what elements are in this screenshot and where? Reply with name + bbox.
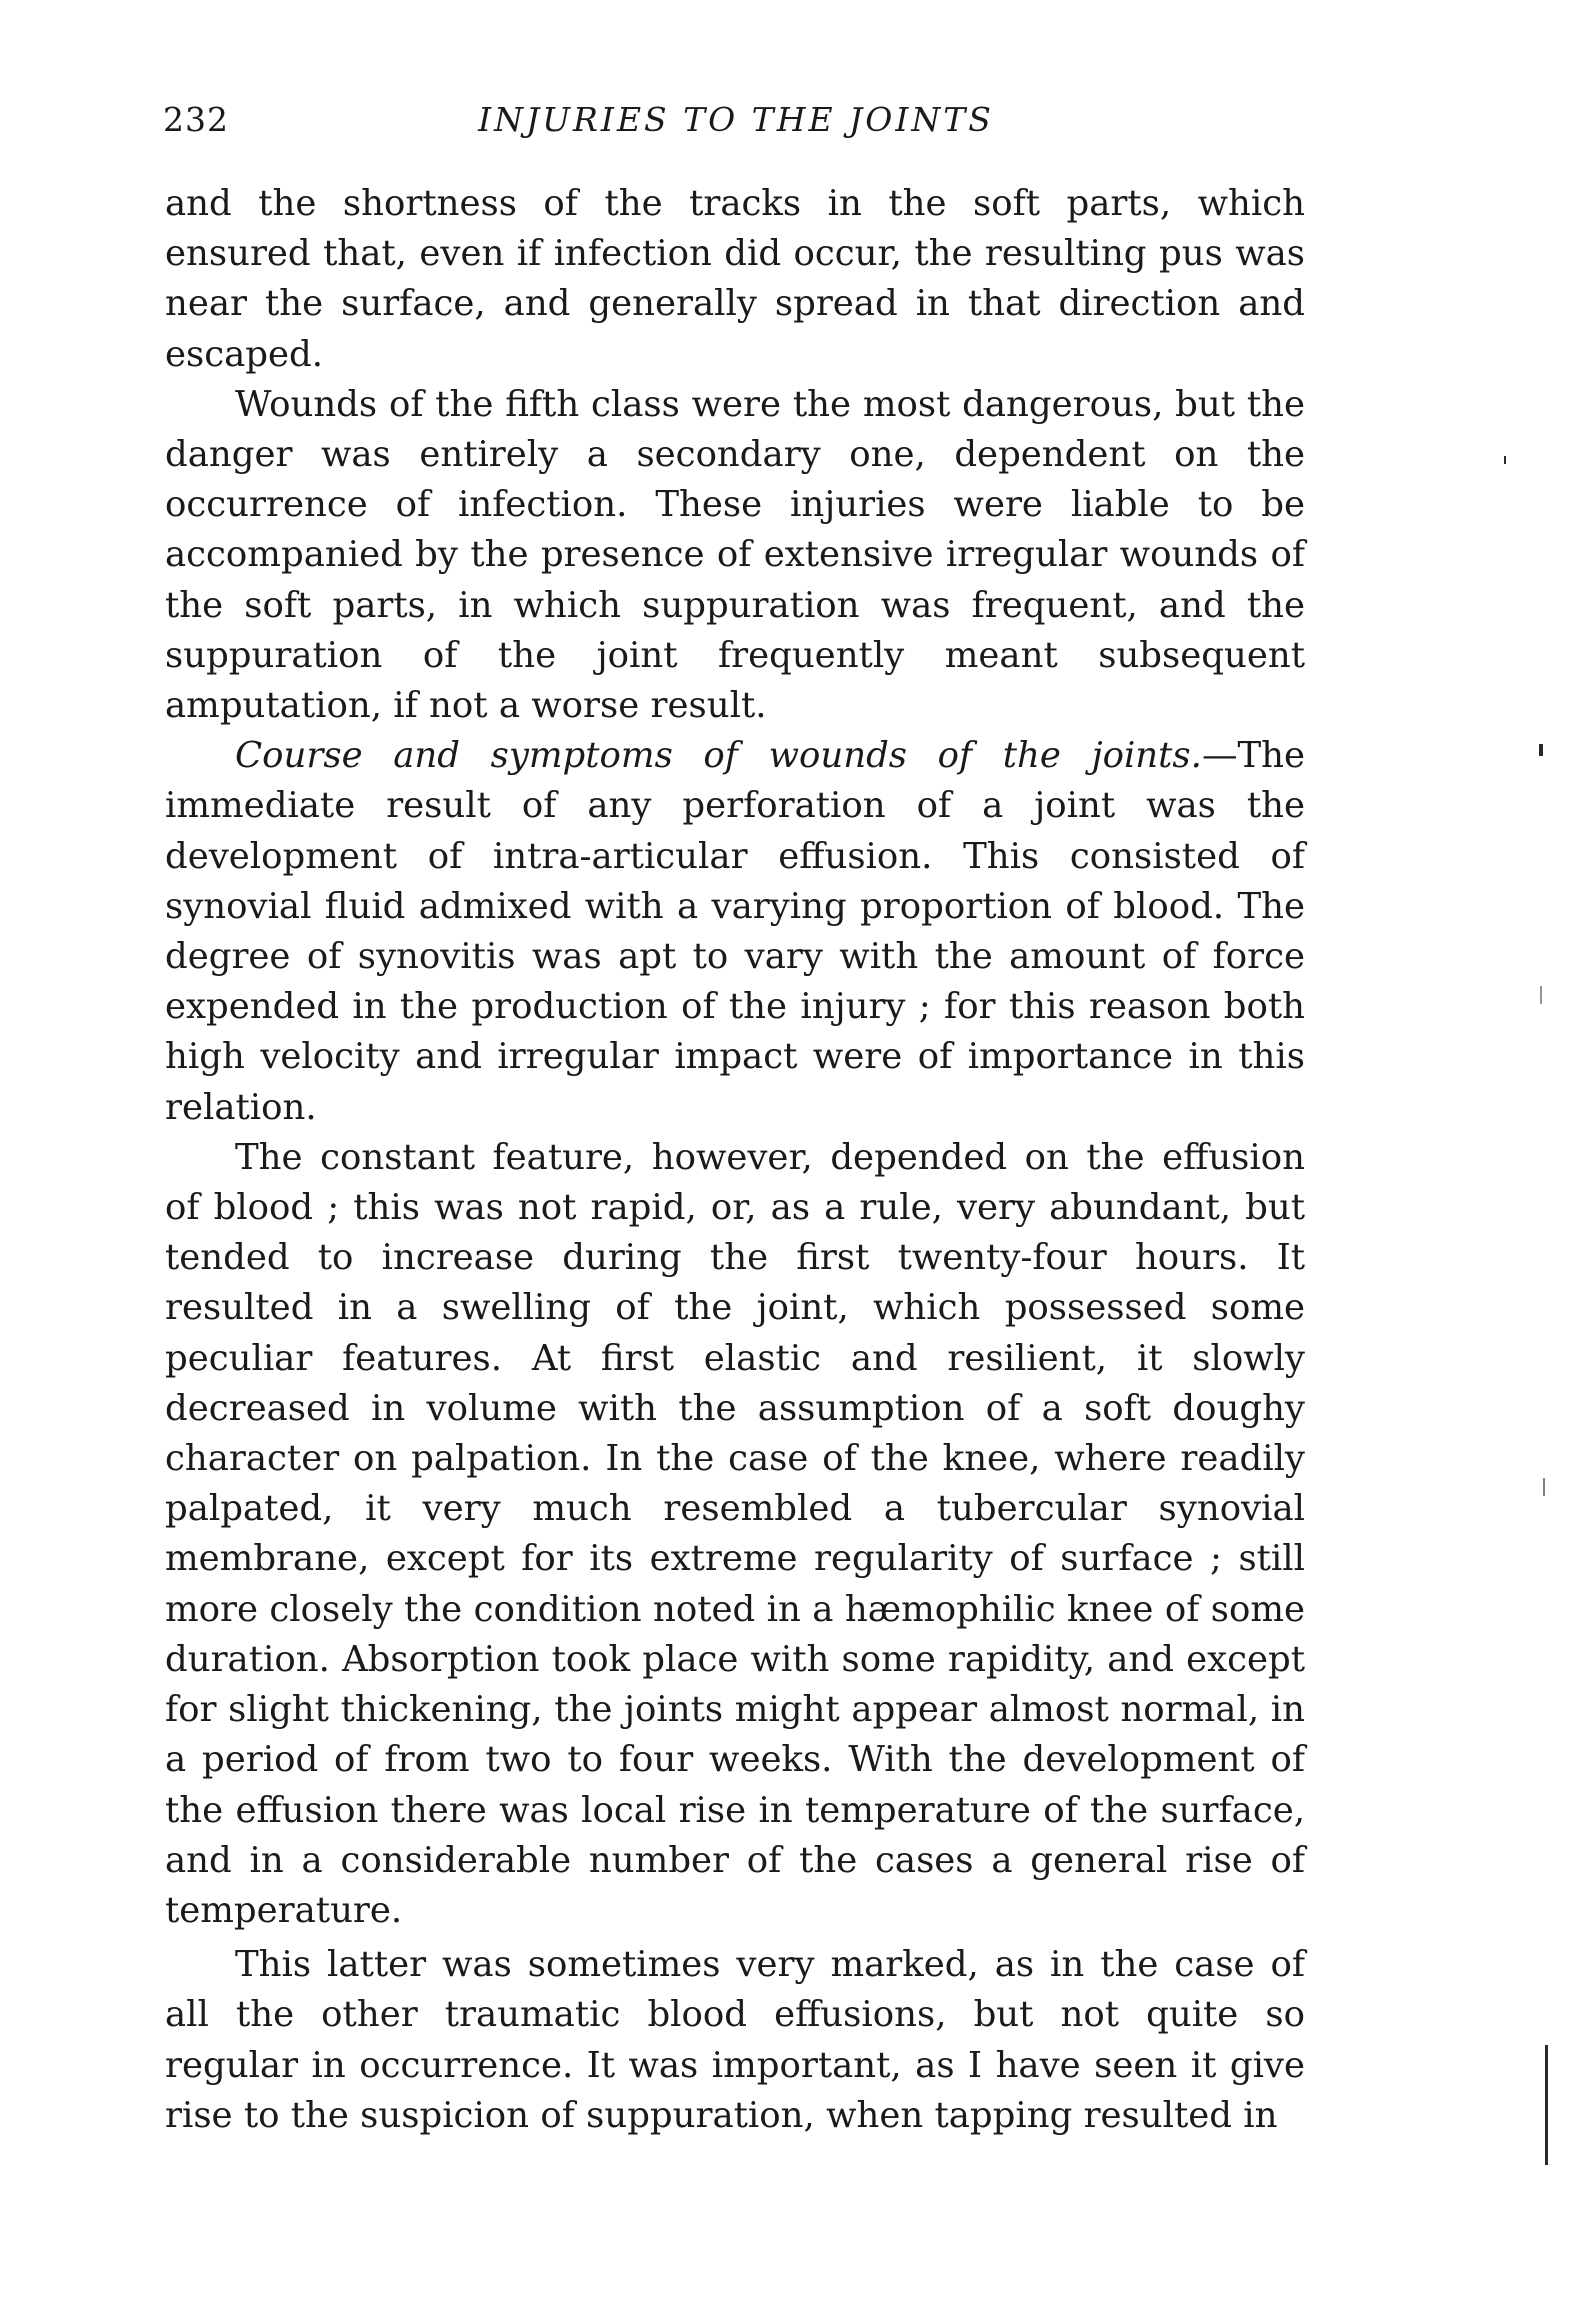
scan-speck: [1504, 456, 1506, 464]
paragraph-text: The constant feature, however, depended on the effusion of blood ; this was not rapid, or, as a rule, very abundant, but tended to increase during the first twenty-four hours. It resulted in a swelling of the joint, which possessed some peculiar features. At first elastic and resilient, it slowly decreased in volume with the assumption of a soft doughy character on palpation. In the case of the knee, where readily palpated, it very much resembled a tubercular synovial membrane, except for its extreme regularity of surface ; still more closely the condition noted in a hæmophilic knee of some duration. Absorption took place with some rapidity, and except for slight thickening, the joints might appear almost normal, in a period of from two to four weeks. With the development of the effusion there was local rise in temperature of the surface, and in a considerable number of the cases a general rise of temperature.: [165, 1136, 1305, 1931]
scan-bar: [1545, 2045, 1548, 2165]
page-number: 232: [163, 100, 229, 139]
paragraph-text: Wounds of the fifth class were the most dangerous, but the danger was entirely a secondary one, dependent on the occurrence of infection. These injuries were liable to be accompanied by the presence of extensive irregular wounds of the soft parts, in which suppuration was frequent, and the suppuration of the joint frequently meant subsequent amputation, if not a worse result.: [165, 383, 1305, 727]
paragraph: [165, 1133, 1305, 1936]
running-title: INJURIES TO THE JOINTS: [478, 100, 994, 139]
paragraph-text: and the shortness of the tracks in the soft parts, which ensured that, even if infection did occur, the resulting pus was near the surface, and generally spread in that direction and escaped.: [165, 183, 1305, 375]
scan-speck: [1540, 986, 1542, 1004]
paragraph: [165, 380, 1305, 731]
paragraph-text: This latter was sometimes very marked, as in the case of all the other traumatic blood effusions, but not quite so regular in occurrence. It was important, as I have seen it give rise to the suspicion of suppuration, when tapping resulted in: [165, 1944, 1305, 2136]
section-heading: Course and symptoms of wounds of the joints.: [235, 735, 1202, 777]
paragraph: [165, 179, 1305, 380]
paragraph-text: —The immediate result of any perforation of a joint was the development of intra-articular effusion. This consisted of synovial fluid admixed with a varying proportion of blood. The degree of synovitis was apt to vary with the amount of force expended in the production of the injury ; for this reason both high velocity and irregular impact were of importance in this relation.: [165, 735, 1305, 1128]
scan-speck: [1543, 1478, 1545, 1496]
page-header: [163, 100, 1309, 160]
body-text: [165, 179, 1305, 2141]
scan-speck: [1539, 744, 1543, 756]
paragraph: [165, 731, 1305, 1133]
paragraph: [165, 1940, 1305, 2141]
